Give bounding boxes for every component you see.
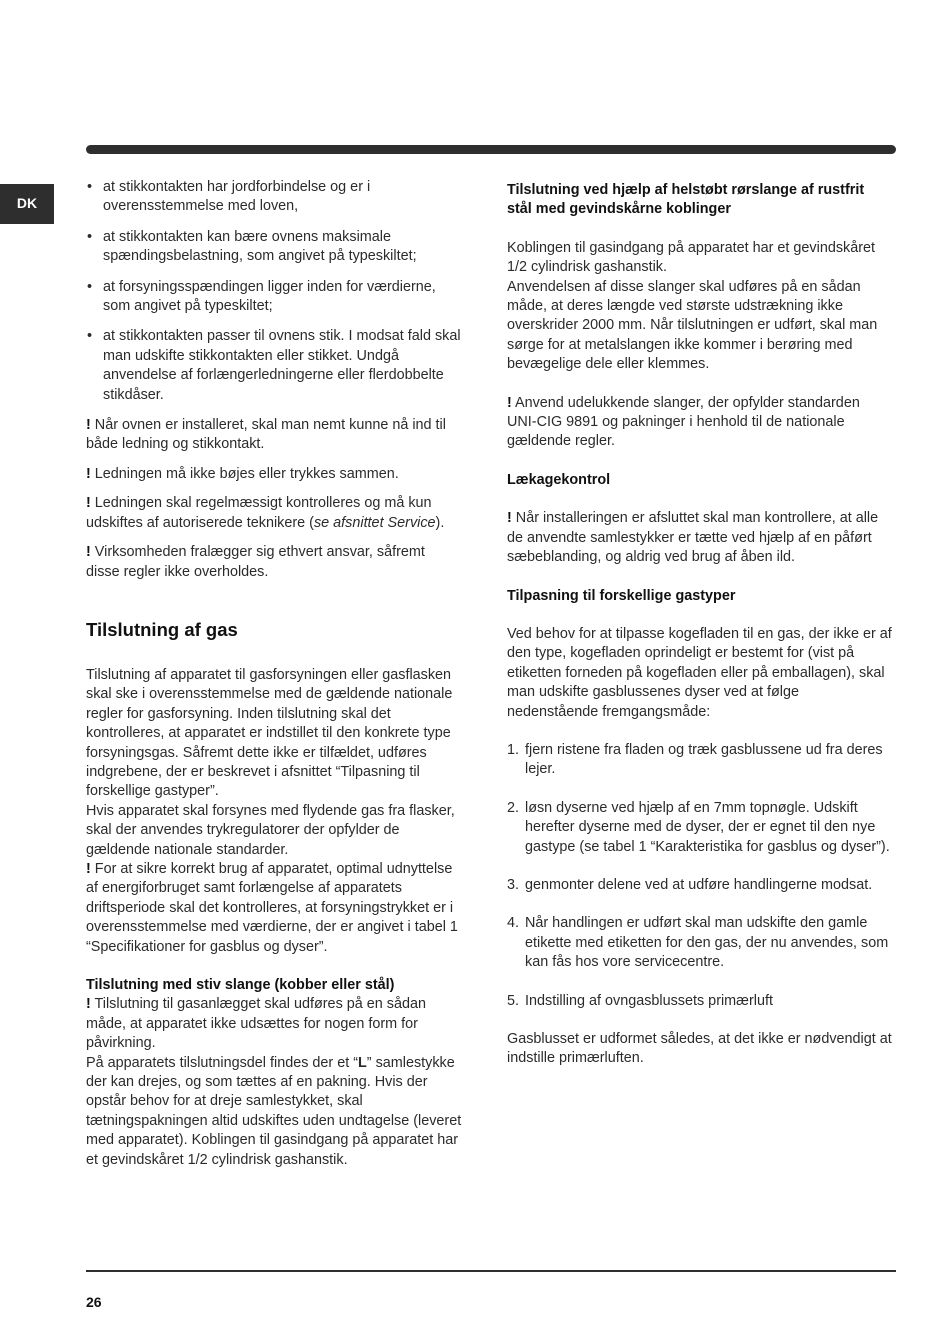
paragraph-text: På apparatets tilslutningsdel findes der et “	[86, 1054, 358, 1071]
warning-note	[86, 465, 462, 484]
note-text: Virksomheden fralægger sig ethvert ansvar, såfremt disse regler ikke overholdes.	[86, 544, 425, 580]
exclamation-icon: !	[86, 996, 91, 1013]
exclamation-icon: !	[86, 544, 91, 561]
exclamation-icon: !	[86, 417, 91, 434]
paragraph	[86, 1054, 462, 1170]
paragraph: Ved behov for at tilpasse kogefladen til en gas, der ikke er af den type, kogefladen oprindeligt er bestemt for (vist på etiketten forneden på kogefladen eller på emballagen), skal man udskifte gasblussenes dyser ved at følge nedenstående fremgangsmåde:	[507, 625, 892, 720]
service-reference: se afsnittet Service	[313, 514, 436, 531]
note-text: Når ovnen er installeret, skal man nemt kunne nå ind til både ledning og stikkontakt.	[86, 417, 446, 453]
paragraph-text: For at sikre korrekt brug af apparatet, optimal udnyttelse af energiforbruget samt forlængelse af apparatets driftsperiode skal det kontrolleres, at forsyningstrykket er i overensstemmelse med værdierne, der er angivet i tabel 1 “Specifikationer for gasblus og dyser”.	[86, 860, 458, 955]
list-item: • at stikkontakten har jordforbindelse og er i overensstemmelse med loven,	[86, 178, 462, 217]
paragraph: Tilslutning af apparatet til gasforsyningen eller gasflasken skal ske i overensstemmelse med de gældende nationale regler for gasforsyning. Inden tilslutning skal det kontrolleres, at apparatet er indstillet til den konkrete type forsyningsgas. Såfremt dette ikke er tilfældet, udføres indgrebene, der er beskrevet i afsnittet “Tilpasning til forskellige gastyper”.	[86, 666, 453, 800]
paragraph-text: Tilslutning til gasanlægget skal udføres på en sådan måde, at apparatet ikke udsættes for nogen form for påvirkning.	[86, 996, 426, 1052]
page-number: 26	[86, 1294, 102, 1310]
exclamation-icon: !	[86, 495, 91, 512]
l-fitting-label: L	[357, 1054, 367, 1071]
top-rule	[86, 145, 896, 154]
exclamation-icon: !	[86, 465, 91, 482]
note-text: Anvend udelukkende slanger, der opfylder standarden UNI-CIG 9891 og pakninger i henhold til de nationale gældende regler.	[507, 394, 860, 450]
note-text: Ledningen må ikke bøjes eller trykkes sammen.	[90, 465, 399, 482]
language-tab: DK	[0, 184, 54, 224]
paragraph: Hvis apparatet skal forsynes med flydende gas fra flasker, skal der anvendes trykregulatorer der opfylder de gældende nationale standarder.	[86, 802, 455, 858]
left-column	[86, 178, 462, 1170]
requirements-list	[86, 178, 462, 405]
list-item	[507, 876, 892, 895]
paragraph: Anvendelsen af disse slanger skal udføres på en sådan måde, at deres længde ved største udstrækning ikke overskrider 2000 mm. Når tilslutningen er udført, skal man sørge for at metalslangen ikke kommer i berøring med bevægelige dele eller klemmes.	[507, 278, 878, 373]
list-item	[507, 992, 892, 1011]
step-text: fjern ristene fra fladen og træk gasblussene ud fra deres lejer.	[525, 741, 883, 778]
list-item	[507, 741, 892, 780]
step-number: 5.	[507, 992, 520, 1009]
exclamation-icon: !	[507, 510, 512, 527]
step-text: Når handlingen er udført skal man udskifte den gamle etikette med etiketten for den gas, der nu anvendes, som kan fås hos vore servicecentre.	[525, 915, 889, 971]
warning-note	[507, 509, 892, 567]
bottom-rule	[86, 1270, 896, 1272]
subheading: Tilslutning med stiv slange (kobber eller stål)	[86, 977, 395, 993]
paragraph	[86, 995, 462, 1053]
steps-list	[507, 741, 892, 1011]
note-text: ).	[435, 514, 445, 531]
step-number: 2.	[507, 799, 520, 816]
paragraph-text: ” samlestykke der kan drejes, og som tættes af en pakning. Hvis der opstår behov for at dreje samlestykket, skal tætningspakningen altid udskiftes uden undtagelse (leveret med apparatet). Koblingen til gasindgang på apparatet har et gevindskåret 1/2 cylindrisk gashanstik.	[86, 1054, 462, 1168]
exclamation-icon: !	[86, 860, 91, 877]
paragraph	[86, 860, 462, 957]
paragraph: Gasblusset er udformet således, at det ikke er nødvendigt at indstille primærluften.	[507, 1031, 892, 1067]
subheading: Tilslutning ved hjælp af helstøbt rørslange af rustfrit stål med gevindskårne koblinger	[507, 182, 865, 218]
section-heading: Tilslutning af gas	[86, 618, 238, 640]
warning-note	[86, 416, 462, 455]
warning-note	[507, 394, 892, 452]
paragraph: Koblingen til gasindgang på apparatet har et gevindskåret 1/2 cylindrisk gashanstik.	[507, 239, 876, 276]
step-number: 3.	[507, 876, 520, 893]
exclamation-icon: !	[507, 394, 512, 411]
note-text: Når installeringen er afsluttet skal man kontrollere, at alle de anvendte samlestykker er tætte ved hjælp af en påført sæbeblanding, og aldrig ved brug af åben ild.	[507, 510, 879, 566]
note-text: Ledningen skal regelmæssigt kontrolleres og må kun udskiftes af autoriserede teknikere (	[86, 495, 432, 531]
step-text: genmonter delene ved at udføre handlingerne modsat.	[525, 876, 873, 893]
step-text: løsn dyserne ved hjælp af en 7mm topnøgle. Udskift herefter dyserne med de dyser, der er egnet til den nye gastype (se tabel 1 “Karakteristika for gasblus og dyser”).	[525, 799, 890, 855]
warning-note	[86, 494, 462, 533]
list-item	[507, 799, 892, 857]
list-item	[507, 914, 892, 972]
list-item: • at stikkontakten kan bære ovnens maksimale spændingsbelastning, som angivet på typeskiltet;	[86, 228, 462, 267]
warning-note	[86, 543, 462, 582]
list-item: • at stikkontakten passer til ovnens stik. I modsat fald skal man udskifte stikkontakten eller stikket. Undgå anvendelse af forlængerledningerne eller flerdobbelte stikdåser.	[86, 327, 462, 405]
subheading: Tilpasning til forskellige gastyper	[507, 587, 736, 604]
step-number: 4.	[507, 915, 520, 932]
step-number: 1.	[507, 741, 520, 758]
subheading: Lækagekontrol	[507, 471, 611, 488]
list-item: • at forsyningsspændingen ligger inden for værdierne, som angivet på typeskiltet;	[86, 278, 462, 317]
step-text: Indstilling af ovngasblussets primærluft	[525, 992, 773, 1009]
right-column	[507, 181, 892, 1069]
